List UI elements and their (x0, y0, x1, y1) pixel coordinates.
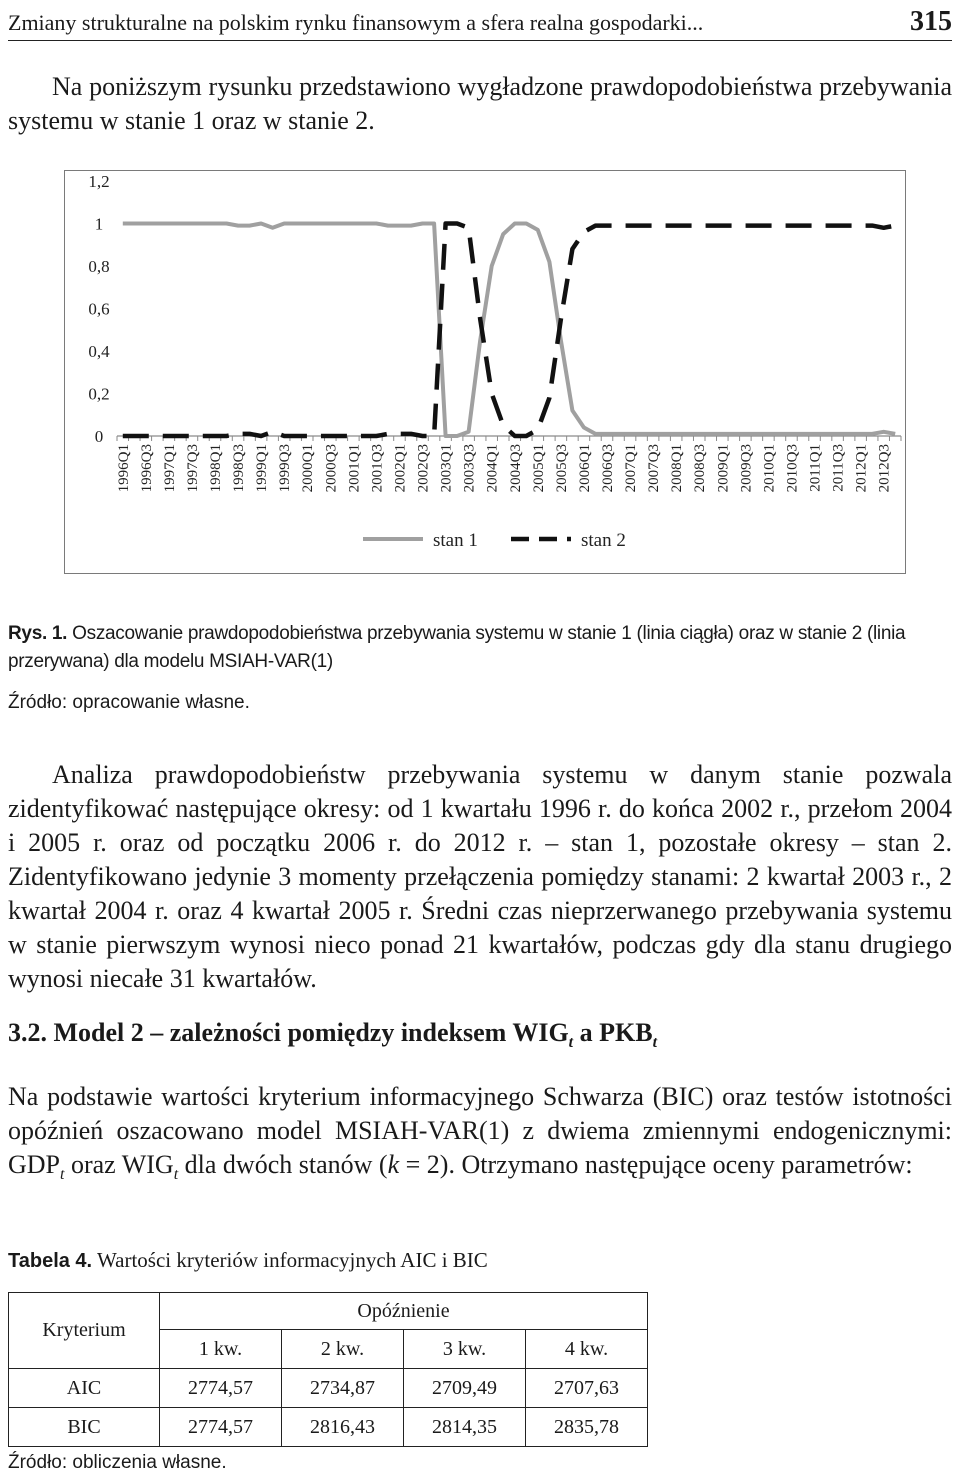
table-cell: 2814,35 (404, 1408, 526, 1447)
figure-caption-label: Rys. 1. (8, 623, 68, 644)
table-row (9, 1369, 648, 1408)
p3-sub-2: t (173, 1166, 179, 1184)
p3-k: k (387, 1150, 400, 1179)
chart-frame (64, 170, 906, 574)
legend-label: stan 2 (581, 530, 626, 551)
column-group-header: Opóźnienie (160, 1293, 648, 1330)
x-tick-label: 1999Q1 (254, 444, 271, 493)
x-tick-label: 2002Q1 (392, 444, 409, 493)
analysis-paragraph: Analiza prawdopodobieństw przebywania systemu w danym stanie pozwala zidentyfikować następujące okresy: od 1 kwartału 1996 r. do końca 2002 r., przełom 2004 i 2005 r. oraz od początku 2006 r. do 2012 r. – stan 1, pozostałe okresy – stan 2. Zidentyfikowano jedynie 3 momenty przełączenia pomiędzy stanami: 2 kwartał 2003 r., 2 kwartał 2004 r. oraz 4 kwartał 2005 r. Średni czas nieprzerwanego przebywania systemu w stanie pierwszym wynosi nieco ponad 21 kwartałów, podczas gdy dla stanu drugiego wynosi niecałe 31 kwartałów. (8, 760, 952, 993)
series-stan-1-line (123, 224, 895, 437)
x-tick-label: 1997Q3 (184, 444, 201, 493)
column-header: 1 kw. (160, 1330, 282, 1369)
table-cell: 2774,57 (160, 1408, 282, 1447)
running-title: Zmiany strukturalne na polskim rynku finansowym a sfera realna gospodarki... (8, 10, 704, 35)
table-cell: 2707,63 (526, 1369, 648, 1408)
x-tick-label: 1999Q3 (277, 444, 294, 493)
row-header-cell: Kryterium (9, 1293, 160, 1369)
x-tick-label: 2010Q3 (784, 444, 801, 493)
x-tick-label: 1998Q1 (208, 444, 224, 493)
y-tick-label: 1 (94, 214, 104, 234)
criteria-table (8, 1292, 648, 1447)
x-tick-label: 2008Q1 (669, 444, 686, 493)
x-tick-label: 2011Q3 (830, 444, 847, 492)
x-tick-label: 1996Q1 (115, 444, 132, 493)
table-cell: 2816,43 (282, 1408, 404, 1447)
header-rule (8, 40, 952, 41)
row-label: AIC (9, 1369, 160, 1408)
p3-text-4: = 2). Otrzymano następujące oceny parametrów: (399, 1150, 913, 1179)
x-tick-label: 2004Q1 (484, 444, 501, 493)
x-tick-label: 2005Q1 (530, 444, 547, 493)
section-heading (8, 1018, 657, 1052)
column-header: 2 kw. (282, 1330, 404, 1369)
section-title-1: Model 2 – zależności pomiędzy indeksem WIG (47, 1018, 569, 1047)
x-tick-label: 2000Q1 (300, 444, 317, 493)
figure-caption (8, 620, 952, 676)
table-caption-text: Wartości kryteriów informacyjnych AIC i BIC (92, 1248, 488, 1272)
figure-source: Źródło: opracowanie własne. (8, 692, 250, 713)
table-cell: 2835,78 (526, 1408, 648, 1447)
y-tick-label: 1,2 (88, 172, 110, 191)
x-tick-label: 2006Q1 (576, 444, 593, 493)
table-caption-label: Tabela 4. (8, 1250, 93, 1272)
table-cell: 2709,49 (404, 1369, 526, 1408)
column-header: 4 kw. (526, 1330, 648, 1369)
y-tick-label: 0,4 (88, 342, 110, 361)
x-tick-label: 2012Q3 (876, 444, 893, 493)
x-tick-label: 2005Q3 (553, 444, 570, 493)
section-sub-2: t (652, 1034, 658, 1052)
x-tick-label: 2003Q1 (438, 444, 455, 493)
model-paragraph (8, 1080, 952, 1192)
section-number: 3.2. (8, 1018, 47, 1047)
table-cell: 2774,57 (160, 1369, 282, 1408)
figure-caption-text: Oszacowanie prawdopodobieństwa przebywania systemu w stanie 1 (linia ciągła) oraz w stanie 2 (linia przerywana) dla modelu MSIAH-VAR(1) (8, 623, 906, 672)
x-tick-label: 2010Q1 (761, 444, 778, 493)
row-label: BIC (9, 1408, 160, 1447)
x-tick-label: 2009Q3 (738, 444, 755, 493)
x-tick-label: 2012Q1 (853, 444, 870, 493)
p3-text-2: oraz WIG (64, 1150, 174, 1179)
table-row (9, 1408, 648, 1447)
y-tick-label: 0,8 (88, 257, 110, 276)
y-tick-label: 0,6 (88, 299, 110, 319)
series-stan-2-line (123, 224, 895, 437)
p3-text-3: dla dwóch stanów ( (178, 1150, 388, 1179)
x-tick-label: 2006Q3 (600, 444, 616, 493)
x-tick-label: 2001Q3 (369, 444, 386, 493)
table-source: Źródło: obliczenia własne. (8, 1452, 227, 1473)
x-tick-label: 2001Q1 (346, 444, 363, 493)
x-tick-label: 2002Q3 (415, 444, 432, 493)
x-tick-label: 1997Q1 (161, 444, 178, 493)
probability-chart (65, 171, 907, 575)
x-tick-label: 2007Q3 (646, 444, 663, 493)
x-tick-label: 2009Q1 (715, 444, 732, 493)
page-number: 315 (910, 6, 952, 37)
intro-paragraph: Na poniższym rysunku przedstawiono wygładzone prawdopodobieństwa przebywania systemu w stanie 1 oraz w stanie 2. (8, 72, 952, 135)
page-header (8, 4, 952, 38)
y-tick-label: 0 (94, 427, 104, 446)
x-tick-label: 1996Q3 (138, 444, 155, 493)
x-tick-label: 2008Q3 (692, 444, 709, 493)
table-header-row-1 (9, 1293, 648, 1330)
x-tick-label: 2004Q3 (507, 444, 524, 493)
x-tick-label: 2007Q1 (623, 444, 640, 493)
table-caption (8, 1248, 488, 1273)
p3-text-1: Na podstawie wartości kryterium informacyjnego Schwarza (BIC) oraz testów istotności opóźnień oszacowano model MSIAH-VAR(1) z dwiema zmiennymi endogenicznymi: GDP (8, 1082, 952, 1179)
section-sub-1: t (568, 1034, 574, 1052)
x-tick-label: 1998Q3 (231, 444, 248, 493)
section-title-2: a PKB (573, 1018, 653, 1047)
y-tick-label: 0,2 (88, 384, 110, 404)
legend-label: stan 1 (433, 530, 478, 551)
p3-sub-1: t (60, 1166, 65, 1184)
table-cell: 2734,87 (282, 1369, 404, 1408)
x-tick-label: 2011Q1 (807, 444, 824, 492)
x-tick-label: 2000Q3 (323, 444, 340, 493)
x-tick-label: 2003Q3 (461, 444, 478, 493)
column-header: 3 kw. (404, 1330, 526, 1369)
